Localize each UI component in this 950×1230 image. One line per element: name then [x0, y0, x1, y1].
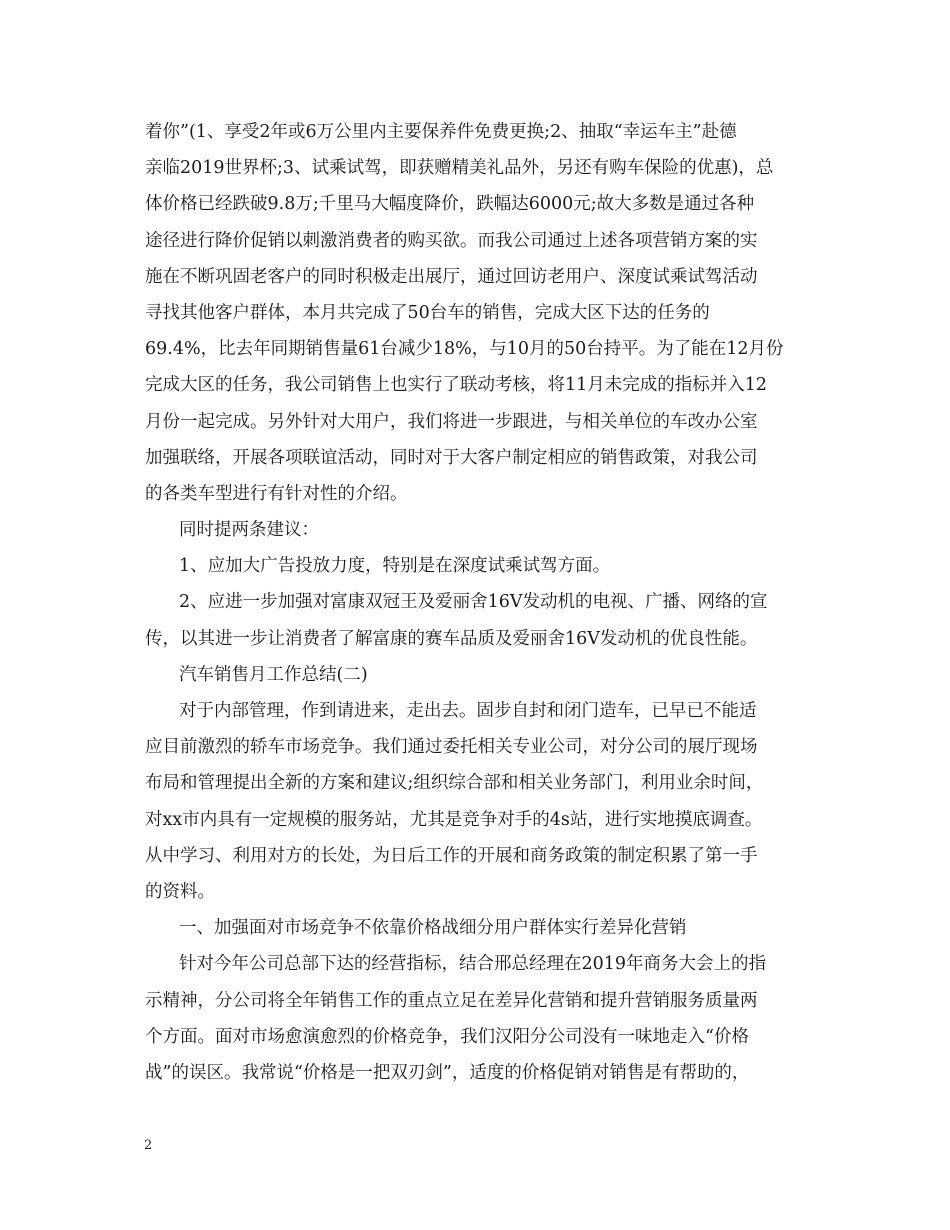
- text-line: 完成大区的任务，我公司销售上也实行了联动考核，将11月未完成的指标并入12: [145, 375, 768, 396]
- text-line: 战”的误区。我常说“价格是一把双刃剑”，适度的价格促销对销售是有帮助的，: [145, 1062, 750, 1083]
- document-body: [145, 114, 805, 1091]
- text-line: 亲临2019世界杯;3、试乘试驾，即获赠精美礼品外，另还有购车保险的优惠)，总: [145, 158, 774, 179]
- text-line: 应目前激烈的轿车市场竞争。我们通过委托相关专业公司，对分公司的展厅现场: [145, 737, 758, 758]
- text-line: 针对今年公司总部下达的经营指标，结合邢总经理在2019年商务大会上的指: [179, 954, 767, 975]
- text-line: 传，以其进一步让消费者了解富康的赛车品质及爱丽舍16V发动机的优良性能。: [145, 628, 758, 649]
- text-line: 对于内部管理，作到请进来，走出去。固步自封和闭门造车，已早已不能适: [179, 701, 757, 721]
- text-line: 1、应加大广告投放力度，特别是在深度试乘试驾方面。: [179, 556, 611, 577]
- text-line: 2、应进一步加强对富康双冠王及爱丽舍16V发动机的电视、广播、网络的宣: [179, 592, 768, 613]
- text-line: 同时提两条建议：: [179, 520, 319, 541]
- text-line: 的各类车型进行有针对性的介绍。: [145, 483, 408, 504]
- text-line: 从中学习、利用对方的长处，为日后工作的开展和商务政策的制定积累了第一手: [145, 845, 758, 866]
- text-line: 示精神，分公司将全年销售工作的重点立足在差异化营销和提升营销服务质量两: [145, 990, 758, 1011]
- text-line: 对xx市内具有一定规模的服务站，尤其是竞争对手的4s站，进行实地摸底调查。: [145, 809, 763, 830]
- page-number: 2: [144, 1138, 153, 1153]
- text-line: 个方面。面对市场愈演愈烈的价格竞争，我们汉阳分公司没有一味地走入“价格: [145, 1026, 749, 1047]
- text-line: 69.4%，比去年同期销售量61台减少18%，与10月的50台持平。为了能在12月份: [145, 339, 784, 360]
- text-line: 途径进行降价促销以刺激消费者的购买欲。而我公司通过上述各项营销方案的实: [145, 230, 758, 251]
- section-heading: 汽车销售月工作总结(二): [179, 664, 368, 685]
- text-line: 施在不断巩固老客户的同时积极走出展厅，通过回访老用户、深度试乘试驾活动: [145, 266, 758, 287]
- text-line: 布局和管理提出全新的方案和建议;组织综合部和相关业务部门，利用业余时间，: [145, 773, 764, 794]
- text-line: 寻找其他客户群体，本月共完成了50台车的销售，完成大区下达的任务的: [145, 302, 710, 323]
- text-line: 体价格已经跌破9.8万;千里马大幅度降价，跌幅达6000元;故大多数是通过各种: [145, 194, 755, 215]
- text-line: 着你”(1、享受2年或6万公里内主要保养件免费更换;2、抽取“幸运车主”赴德: [145, 122, 737, 142]
- text-line: 加强联络，开展各项联谊活动，同时对于大客户制定相应的销售政策，对我公司: [145, 447, 758, 468]
- text-line: 的资料。: [145, 881, 215, 902]
- text-line: 月份一起完成。另外针对大用户，我们将进一步跟进，与相关单位的车改办公室: [145, 411, 758, 432]
- section-heading: 一、加强面对市场竞争不依靠价格战细分用户群体实行差异化营销: [179, 918, 687, 939]
